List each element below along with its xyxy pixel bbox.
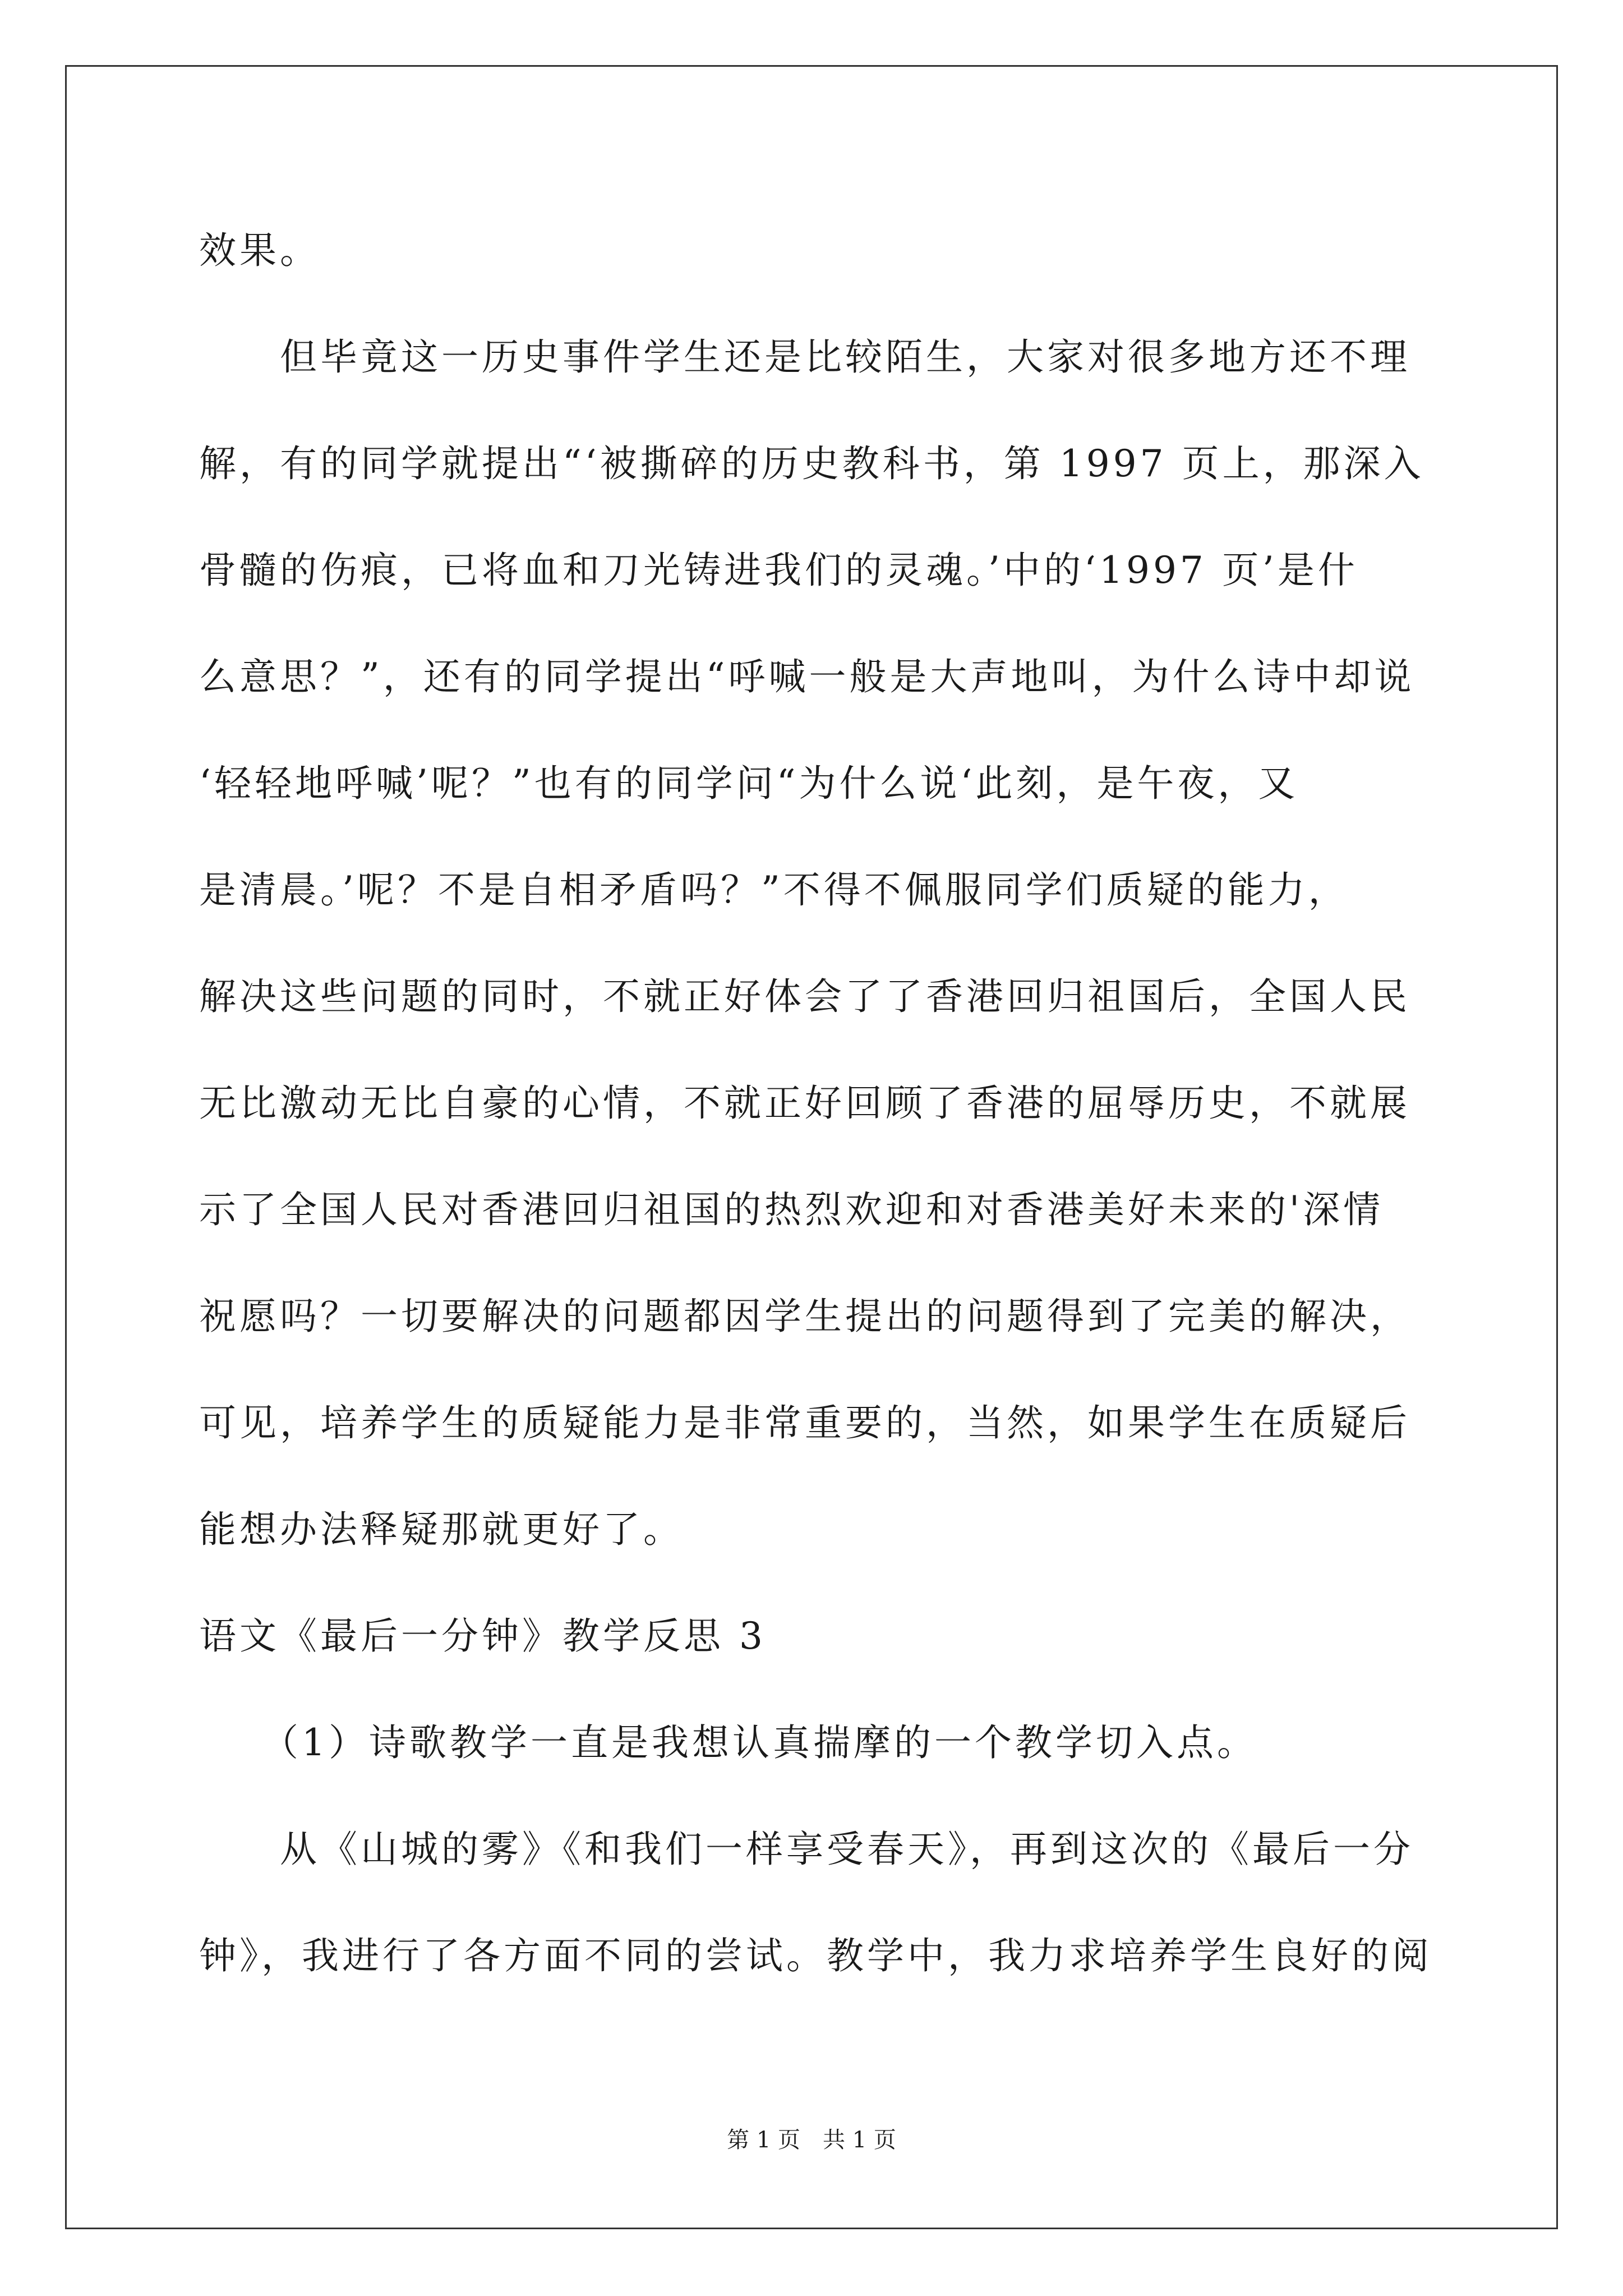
text-line-12: 可见，培养学生的质疑能力是非常重要的，当然，如果学生在质疑后 <box>199 1401 1410 1444</box>
text-line-3: 解，有的同学就提出“‘被撕碎的历史教科书，第 1997 页上，那深入 <box>199 442 1424 485</box>
section-heading: 语文《最后一分钟》教学反思 3 <box>199 1614 766 1658</box>
text-line-2: 但毕竟这一历史事件学生还是比较陌生，大家对很多地方还不理 <box>199 335 1410 379</box>
text-line-5: 么意思？”，还有的同学提出“呼喊一般是大声地叫，为什么诗中却说 <box>199 655 1415 698</box>
text-line-10: 示了全国人民对香港回归祖国的热烈欢迎和对香港美好未来的'深情 <box>199 1188 1384 1231</box>
page-footer: 第 1 页 共 1 页 <box>727 2127 896 2153</box>
text-line-6: ‘轻轻地呼喊’呢？”也有的同学问“为什么说‘此刻，是午夜，又 <box>199 762 1299 805</box>
text-line-1: 效果。 <box>199 229 320 272</box>
text-line-11: 祝愿吗？一切要解决的问题都因学生提出的问题得到了完美的解决， <box>199 1295 1410 1338</box>
text-line-17: 钟》，我进行了各方面不同的尝试。教学中，我力求培养学生良好的阅 <box>199 1934 1432 1977</box>
page-border <box>65 65 1558 2229</box>
text-line-7: 是清晨。’呢？不是自相矛盾吗？”不得不佩服同学们质疑的能力， <box>199 868 1349 912</box>
text-line-15: （1）诗歌教学一直是我想认真揣摩的一个教学切入点。 <box>199 1721 1257 1764</box>
text-line-9: 无比激动无比自豪的心情，不就正好回顾了香港的屈辱历史，不就展 <box>199 1082 1410 1125</box>
text-line-13: 能想办法释疑那就更好了。 <box>199 1508 684 1551</box>
text-line-4: 骨髓的伤痕，已将血和刀光铸进我们的灵魂。’中的‘1997 页’是什 <box>199 549 1358 592</box>
text-line-16: 从《山城的雾》《和我们一样享受春天》，再到这次的《最后一分 <box>199 1828 1414 1871</box>
text-line-8: 解决这些问题的同时，不就正好体会了了香港回归祖国后，全国人民 <box>199 975 1410 1018</box>
